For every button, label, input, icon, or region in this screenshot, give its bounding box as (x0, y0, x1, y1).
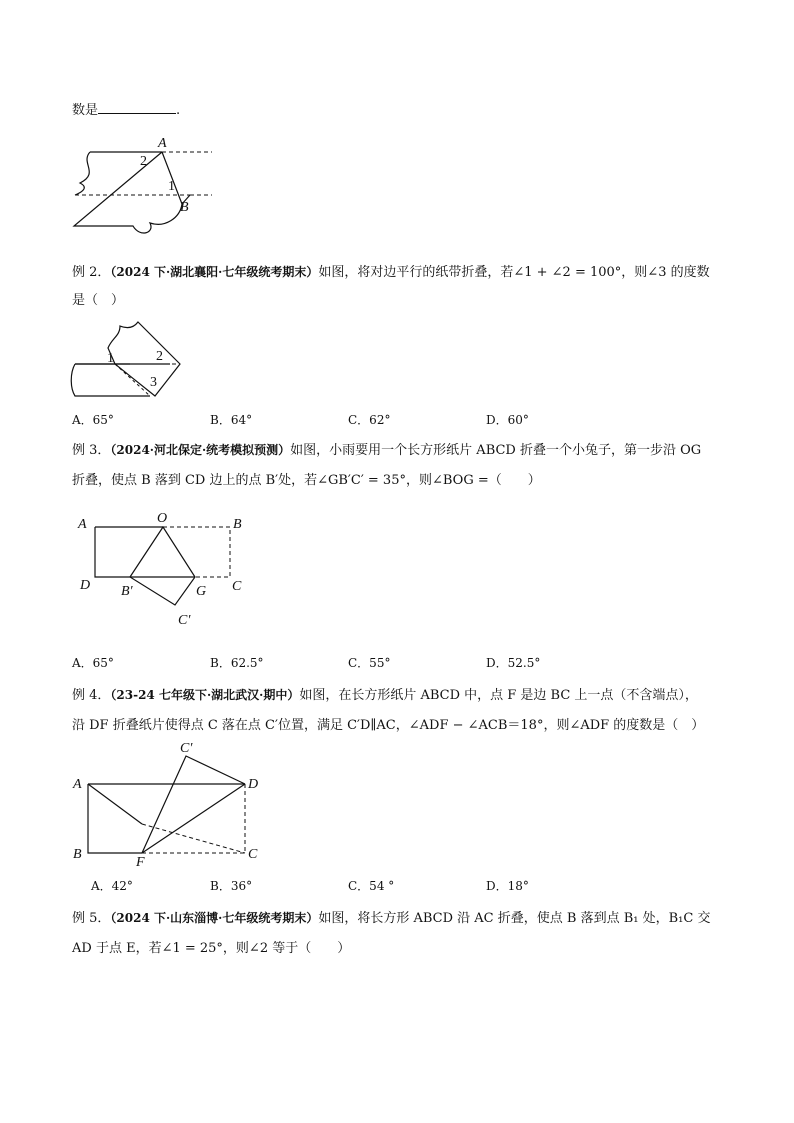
fig2-label-1: 1 (107, 351, 114, 366)
fig2-label-3: 3 (150, 375, 157, 390)
ex4-option-b[interactable]: B．36° (210, 879, 253, 893)
ex3-option-b[interactable]: B．62.5° (210, 656, 264, 670)
top-line: 数是 . (72, 103, 181, 118)
ex4-option-c[interactable]: C．54 ° (348, 879, 395, 893)
fig1-label-b: B (180, 200, 189, 215)
ex3-option-d[interactable]: D．52.5° (486, 656, 541, 670)
fig3-label-g: G (196, 584, 207, 599)
fig3-label-a: A (78, 517, 87, 532)
fig4-label-f: F (136, 855, 145, 870)
figure-2 (70, 318, 190, 400)
fig4-label-b: B (73, 847, 82, 862)
ex4-line2: 沿 DF 折叠纸片使得点 C 落在点 C′位置，满足 C′D∥AC，∠ADF − ∠ACB＝18°，则∠ADF 的度数是（ ） (72, 718, 705, 733)
ex2-line1: 例 2．（2024 下·湖北襄阳·七年级统考期末）如图，将对边平行的纸带折叠，若∠1 + ∠2 = 100°，则∠3 的度数 (72, 265, 710, 280)
ex2-option-d[interactable]: D．60° (486, 413, 529, 427)
fig3-label-o: O (157, 511, 168, 526)
fig3-label-c: C (232, 579, 242, 594)
ex4-option-d[interactable]: D．18° (486, 879, 529, 893)
ex3-option-c[interactable]: C．55° (348, 656, 391, 670)
ex2-option-b[interactable]: B．64° (210, 413, 253, 427)
ex3-line2: 折叠，使点 B 落到 CD 边上的点 B′处，若∠GB′C′ = 35°，则∠BOG =（ ） (72, 473, 541, 488)
ex5-line2: AD 于点 E，若∠1 = 25°，则∠2 等于（ ） (72, 941, 351, 956)
fig2-label-2: 2 (156, 349, 163, 364)
fig1-label-2: 2 (140, 154, 147, 169)
ex2-line2: 是（ ） (72, 293, 125, 308)
fig4-label-c: C (248, 847, 258, 862)
ex4-option-a[interactable]: A．42° (91, 879, 133, 893)
fig3-label-c-prime: C′ (178, 613, 191, 628)
figure-4 (70, 740, 270, 870)
fig4-label-c-prime: C′ (180, 741, 193, 756)
ex4-line1: 例 4．（23-24 七年级下·湖北武汉·期中）如图，在长方形纸片 ABCD 中，点 F 是边 BC 上一点（不含端点）， (72, 688, 698, 703)
ex2-option-a[interactable]: A．65° (72, 413, 114, 427)
fig3-label-b: B (233, 517, 242, 532)
ex5-line1: 例 5．（2024 下·山东淄博·七年级统考期末）如图，将长方形 ABCD 沿 AC 折叠，使点 B 落到点 B₁ 处，B₁C 交 (72, 911, 711, 926)
fig4-label-a: A (73, 777, 82, 792)
ex3-option-a[interactable]: A．65° (72, 656, 114, 670)
figure-3 (75, 512, 255, 632)
fig3-label-d: D (80, 578, 91, 593)
fig1-label-1: 1 (168, 179, 175, 194)
fig4-label-d: D (248, 777, 259, 792)
ex3-line1: 例 3．（2024·河北保定·统考模拟预测）如图，小雨要用一个长方形纸片 ABCD 折叠一个小兔子，第一步沿 OG (72, 443, 702, 458)
figure-1 (70, 138, 220, 238)
ex2-option-c[interactable]: C．62° (348, 413, 391, 427)
fig3-label-b-prime: B′ (121, 584, 133, 599)
fig1-label-a: A (158, 136, 167, 151)
answer-blank (98, 102, 176, 114)
